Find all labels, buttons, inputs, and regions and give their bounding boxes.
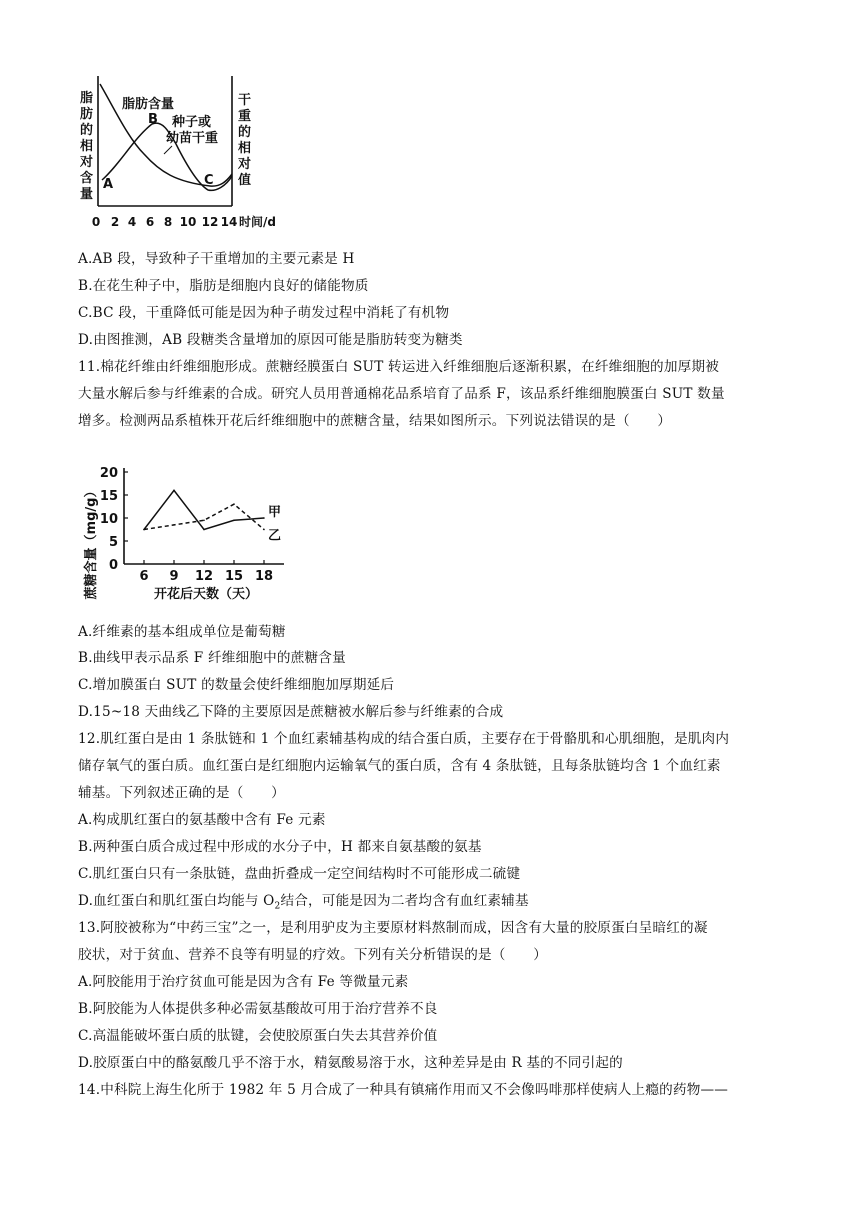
figure-fat-dryweight — [76, 68, 296, 238]
data-point — [233, 520, 235, 522]
q13-stem-line: 胶状，对于贫血、营养不良等有明显的疗效。下列有关分析错误的是（ ） — [78, 947, 547, 963]
data-point — [263, 517, 265, 519]
q13-option-d: D.胶原蛋白中的酪氨酸几乎不溶于水，精氨酸易溶于水，这种差异是由 R 基的不同引起的 — [78, 1055, 623, 1071]
right-axis-label-char: 干 — [238, 93, 252, 108]
x-axis-label: 时间/d — [239, 215, 276, 229]
data-point — [203, 520, 205, 522]
point-b-label: B — [148, 112, 158, 127]
q12-option-d-text-rest: 结合，可能是因为二者均含有血红素辅基 — [280, 893, 529, 909]
data-point — [203, 529, 205, 531]
point-a-label: A — [103, 177, 114, 192]
q12-stem-line: 12.肌红蛋白是由 1 条肽链和 1 个血红素辅基构成的结合蛋白质，主要存在于骨骼肌和心肌细胞，是肌肉内 — [78, 731, 730, 747]
q13-option-b: B.阿胶能为人体提供多种必需氨基酸故可用于治疗营养不良 — [78, 1001, 438, 1017]
x-tick-label: 12 — [194, 569, 214, 584]
point-c-label: C — [204, 173, 214, 188]
y-tick-label: 20 — [99, 466, 118, 481]
series-label: 乙 — [268, 528, 282, 544]
q13-option-c: C.高温能破坏蛋白质的肽键，会使胶原蛋白失去其营养价值 — [78, 1028, 438, 1044]
data-point — [263, 529, 265, 531]
weight-curve-label-line1: 种子或 — [172, 115, 212, 130]
q10-option-d: D.由图推测，AB 段糖类含量增加的原因可能是脂肪转变为糖类 — [78, 332, 463, 348]
q12-option-c: C.肌红蛋白只有一条肽链，盘曲折叠成一定空间结构时不可能形成二硫键 — [78, 866, 521, 882]
right-axis-label-char: 相 — [238, 141, 252, 156]
q10-option-c: C.BC 段，干重降低可能是因为种子萌发过程中消耗了有机物 — [78, 305, 450, 321]
x-tick-label: 18 — [254, 569, 274, 584]
x-tick-label: 0 — [91, 215, 101, 229]
data-point — [173, 524, 175, 526]
x-tick-label: 14 — [220, 215, 238, 229]
left-axis-label-char: 的 — [80, 123, 94, 138]
left-axis-label-char: 量 — [80, 187, 94, 202]
y-axis-label: 蔗糖含量（mg/g） — [84, 484, 99, 600]
fat-curve-label: 脂肪含量 — [122, 97, 175, 112]
y-tick-label: 10 — [99, 512, 118, 527]
data-point — [233, 503, 235, 505]
x-tick-label: 6 — [139, 569, 149, 584]
x-tick-label: 4 — [127, 215, 137, 229]
x-tick-label: 8 — [163, 215, 173, 229]
y-tick-label: 15 — [99, 489, 118, 504]
left-axis-label-char: 肪 — [80, 107, 94, 122]
x-tick-label: 10 — [179, 215, 197, 229]
q10-option-b: B.在花生种子中，脂肪是细胞内良好的储能物质 — [78, 278, 369, 294]
q11-option-d: D.15~18 天曲线乙下降的主要原因是蔗糖被水解后参与纤维素的合成 — [78, 704, 504, 720]
y-tick-label: 0 — [108, 558, 118, 573]
y-tick-label: 5 — [108, 535, 118, 550]
left-axis-label-char: 含 — [80, 171, 94, 186]
oxygen-subscript: 2 — [274, 901, 281, 912]
q12-option-b: B.两种蛋白质合成过程中形成的水分子中，H 都来自氨基酸的氨基 — [78, 839, 482, 855]
left-axis-label-char: 脂 — [80, 91, 94, 106]
q12-option-a: A.构成肌红蛋白的氨基酸中含有 Fe 元素 — [78, 812, 326, 828]
right-axis-label-char: 对 — [238, 157, 252, 172]
x-tick-label: 6 — [145, 215, 155, 229]
data-point — [173, 490, 175, 492]
q12-stem-line: 储存氧气的蛋白质。血红蛋白是红细胞内运输氧气的蛋白质，含有 4 条肽链，且每条肽链均含 1 个血红素 — [78, 758, 721, 774]
x-tick-label: 15 — [224, 569, 244, 584]
right-axis-label-char: 值 — [238, 173, 252, 188]
q12-stem-line: 辅基。下列叙述正确的是（ ） — [78, 785, 285, 801]
q13-option-a: A.阿胶能用于治疗贫血可能是因为含有 Fe 等微量元素 — [78, 974, 409, 990]
x-tick-label: 12 — [201, 215, 219, 229]
left-axis-label-char: 对 — [80, 155, 94, 170]
weight-label-pointer — [164, 146, 172, 154]
q11-stem-line: 11.棉花纤维由纤维细胞形成。蔗糖经膜蛋白 SUT 转运进入纤维细胞后逐渐积累，在纤维细胞的加厚期被 — [78, 359, 720, 375]
q13-stem-line: 13.阿胶被称为“中药三宝”之一，是利用驴皮为主要原材料熬制而成，因含有大量的胶原蛋白呈暗红的凝 — [78, 920, 708, 936]
right-axis-label-char: 重 — [238, 109, 252, 124]
q10-option-a: A.AB 段，导致种子干重增加的主要元素是 H — [78, 251, 355, 267]
series-line-yi — [144, 504, 264, 529]
q12-option-d-text: D.血红蛋白和肌红蛋白均能与 O — [78, 893, 275, 909]
x-tick-label: 9 — [169, 569, 179, 584]
x-tick-label: 2 — [110, 215, 120, 229]
data-point — [143, 529, 145, 531]
right-axis-label-char: 的 — [238, 125, 252, 140]
q11-stem-line: 大量水解后参与纤维素的合成。研究人员用普通棉花品系培育了品系 F，该品系纤维细胞膜蛋白 SUT 数量 — [78, 386, 725, 402]
q12-option-d — [78, 891, 790, 917]
weight-curve-label-line2: 幼苗干重 — [166, 131, 219, 146]
left-axis-label-char: 相 — [80, 139, 94, 154]
q11-option-c: C.增加膜蛋白 SUT 的数量会使纤维细胞加厚期延后 — [78, 677, 395, 693]
series-label: 甲 — [268, 505, 282, 520]
q11-option-b: B.曲线甲表示品系 F 纤维细胞中的蔗糖含量 — [78, 650, 346, 666]
sucrose-line-chart — [76, 452, 306, 612]
q11-option-a: A.纤维素的基本组成单位是葡萄糖 — [78, 624, 286, 640]
q14-stem-line: 14.中科院上海生化所于 1982 年 5 月合成了一种具有镇痛作用而又不会像吗啡那样使病人上瘾的药物—— — [78, 1082, 729, 1098]
x-axis-label: 开花后天数（天） — [153, 587, 259, 602]
q11-stem-line: 增多。检测两品系植株开花后纤维细胞中的蔗糖含量，结果如图所示。下列说法错误的是（ ） — [78, 413, 672, 429]
series-line-jia — [144, 490, 264, 529]
